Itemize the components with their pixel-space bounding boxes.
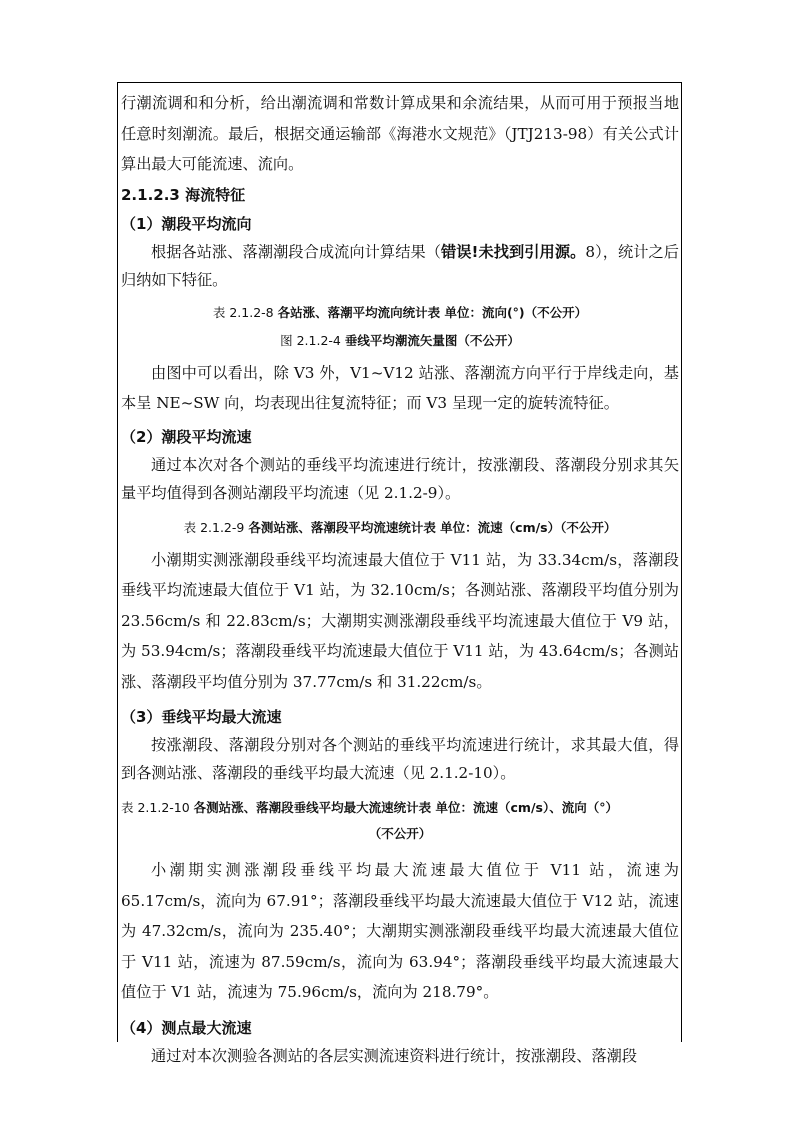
caption-text: （不公开） (368, 826, 432, 841)
paragraph-text: 8），统计之后归纳如下特征。 (121, 242, 679, 289)
caption-number: 图 2.1.2-4 (280, 332, 345, 348)
table-caption-2-1-2-9 (121, 515, 679, 541)
subsection-3-paragraph-2: 小潮期实测涨潮段垂线平均最大流速最大值位于 V11 站，流速为 65.17cm/s，流向为 67.91°；落潮段垂线平均最大流速最大值位于 V12 站，流速为 47.32cm/s，流向为 235.40°；大潮期实测涨潮段垂线平均最大流速最大值位于 V11 站，流速为 87.59cm/s，流向为 63.94°；落潮段垂线平均最大流速最大值位于 V1 站，流速为 75.96cm/s，流向为 218.79°。 (121, 861, 679, 1001)
subsection-2-title: （2）潮段平均流速 (121, 427, 252, 446)
subsection-1-title: （1）潮段平均流向 (121, 214, 252, 233)
figure-caption-2-1-2-4 (121, 328, 679, 354)
intro-paragraph: 行潮流调和和分析，给出潮流调和常数计算成果和余流结果，从而可用于预报当地任意时刻潮流。最后，根据交通运输部《海港水文规范》（JTJ213-98）有关公式计算出最大可能流速、流向。 (121, 94, 679, 173)
subsection-3-paragraph: 按涨潮段、落潮段分别对各个测站的垂线平均流速进行统计，求其最大值，得到各测站涨、落潮段的垂线平均最大流速（见 2.1.2-10）。 (121, 736, 679, 782)
paragraph-text: 根据各站涨、落潮潮段合成流向计算结果（ (151, 242, 441, 261)
caption-text: 各站涨、落潮平均流向统计表 单位：流向(°)（不公开） (277, 304, 588, 320)
caption-text: 各测站涨、落潮段垂线平均最大流速统计表 单位：流速（cm/s）、流向（°） (193, 800, 618, 815)
table-caption-2-1-2-10-line2 (121, 821, 679, 847)
section-heading: 2.1.2.3 海流特征 (121, 185, 246, 204)
subsection-2-paragraph-2: 小潮期实测涨潮段垂线平均流速最大值位于 V11 站，为 33.34cm/s，落潮段垂线平均流速最大值位于 V1 站，为 32.10cm/s；各测站涨、落潮段平均值分别为 23.56cm/s 和 22.83cm/s；大潮期实测涨潮段垂线平均流速最大值位于 V9 站，为 53.94cm/s；落潮段垂线平均流速最大值位于 V11 站，为 43.64cm/s；各测站涨、落潮段平均值分别为 37.77cm/s 和 31.22cm/s。 (121, 550, 679, 691)
subsection-4-title: （4）测点最大流速 (121, 1018, 252, 1037)
caption-number: 表 2.1.2-9 (183, 519, 249, 535)
reference-error-text: 错误!未找到引用源。 (440, 242, 586, 261)
caption-number: 表 2.1.2-10 (121, 800, 194, 815)
subsection-1-paragraph-2: 由图中可以看出，除 V3 外，V1~V12 站涨、落潮流方向平行于岸线走向，基本呈 NE~SW 向，均表现出往复流特征；而 V3 呈现一定的旋转流特征。 (121, 363, 679, 412)
table-caption-2-1-2-8 (121, 300, 679, 326)
subsection-2-paragraph: 通过本次对各个测站的垂线平均流速进行统计，按涨潮段、落潮段分别求其矢量平均值得到各测站潮段平均流速（见 2.1.2-9）。 (121, 455, 679, 502)
caption-text: 垂线平均潮流矢量图（不公开） (344, 332, 520, 348)
caption-number: 表 2.1.2-8 (212, 304, 278, 320)
subsection-4-paragraph: 通过对本次测验各测站的各层实测流速资料进行统计，按涨潮段、落潮段 (151, 1046, 637, 1065)
caption-text: 各测站涨、落潮段平均流速统计表 单位：流速（cm/s）（不公开） (248, 519, 617, 535)
table-caption-2-1-2-10 (121, 795, 679, 821)
document-body (121, 88, 679, 1070)
subsection-1-paragraph (121, 238, 679, 294)
subsection-3-title: （3）垂线平均最大流速 (121, 708, 282, 726)
